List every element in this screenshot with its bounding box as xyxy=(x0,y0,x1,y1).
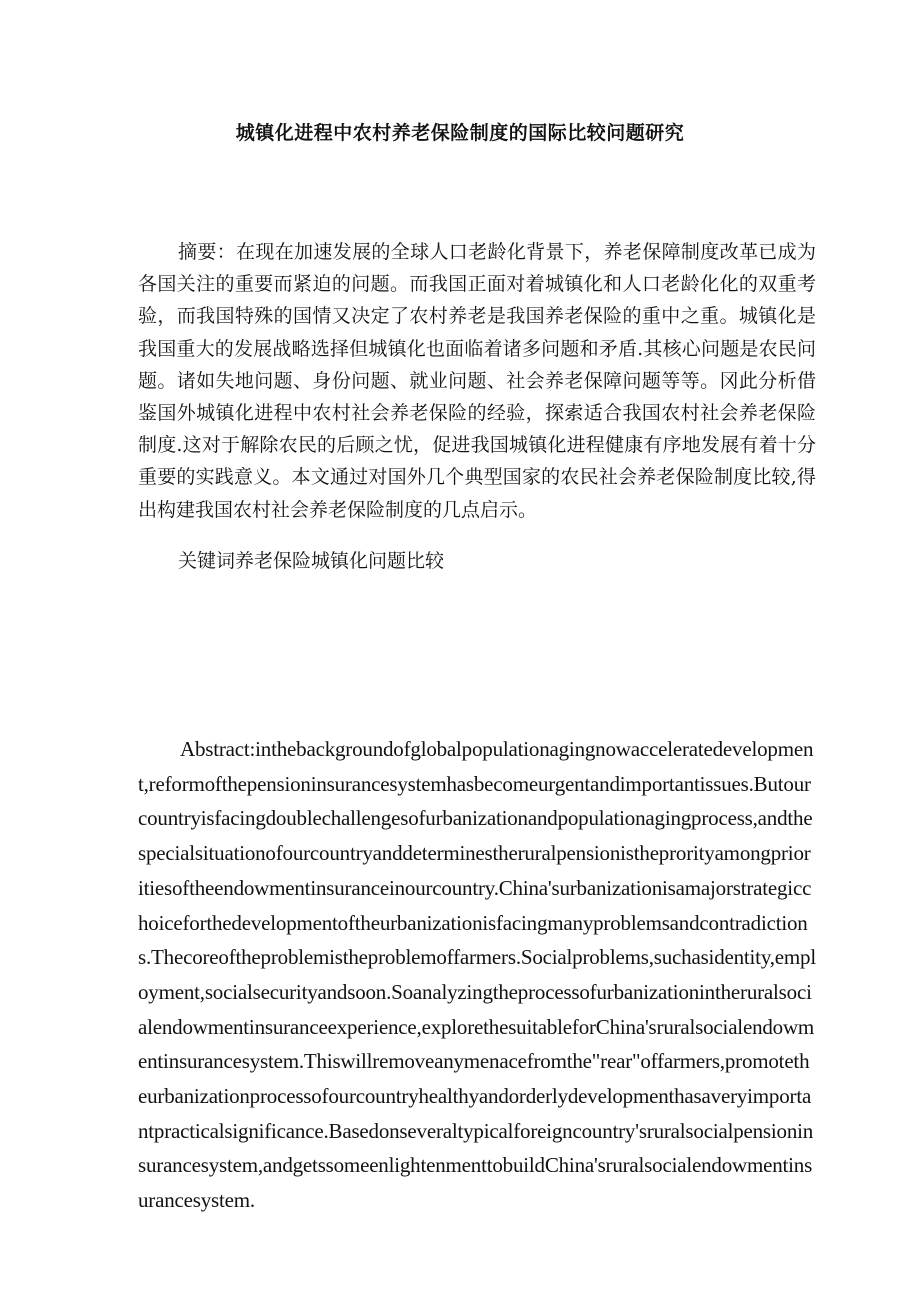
keywords-line: 关键词养老保险城镇化问题比较 xyxy=(178,550,445,572)
chinese-abstract: 摘要：在现在加速发展的全球人口老龄化背景下，养老保障制度改革已成为各国关注的重要而紧迫的问题。而我国正面对着城镇化和人口老龄化化的双重考验，而我国特殊的国情又决定了农村养老是我国养老保险的重中之重。城镇化是我国重大的发展战略选择但城镇化也面临着诸多问题和矛盾.其核心问题是农民问题。诸如失地问题、身份问题、就业问题、社会养老保障问题等等。冈此分析借鉴国外城镇化进程中农村社会养老保险的经验，探索适合我国农村社会养老保险制度.这对于解除农民的后顾之忧，促进我国城镇化进程健康有序地发展有着十分重要的实践意义。本文通过对国外几个典型国家的农民社会养老保险制度比较,得出构建我国农村社会养老保险制度的几点启示。 xyxy=(138,241,816,521)
document-title: 城镇化进程中农村养老保险制度的国际比较问题研究 xyxy=(235,122,685,144)
english-abstract: Abstract:inthebackgroundofglobalpopulationagingnowacceleratedevelopment,reformofthepensioninsurancesystemhasbecomeurgentandimportantissues.Butourcountryisfacingdoublechallengesofurbanizationandpopulationagingprocess,andthespecialsituationofourcountryanddeterminestheruralpensionistheprorityamongprioritiesoftheendowmentinsuranceinourcountry.China'surbanizationisamajorstrategicchoiceforthedevelopmentoftheurbanizationisfacingmanyproblemsandcontradictions.Thecoreoftheproblemistheproblemoffarmers.Socialproblems,suchasidentity,employment,socialsecurityandsoon.Soanalyzingtheprocessofurbanizationintheruralsocialendowmentinsuranceexperience,explorethesuitableforChina'sruralsocialendowmentinsurancesystem.Thiswillremoveanymenacefromthe"rear"offarmers,promotetheurbanizationprocessofourcountryhealthyandorderlydevelopmenthasaveryimportantpracticalsignificance.Basedonseveraltypicalforeigncountry'sruralsocialpensioninsurancesystem,andgetssomeenlightenmenttobuildChina'sruralsocialendowmentinsurancesystem. xyxy=(138,737,816,1213)
